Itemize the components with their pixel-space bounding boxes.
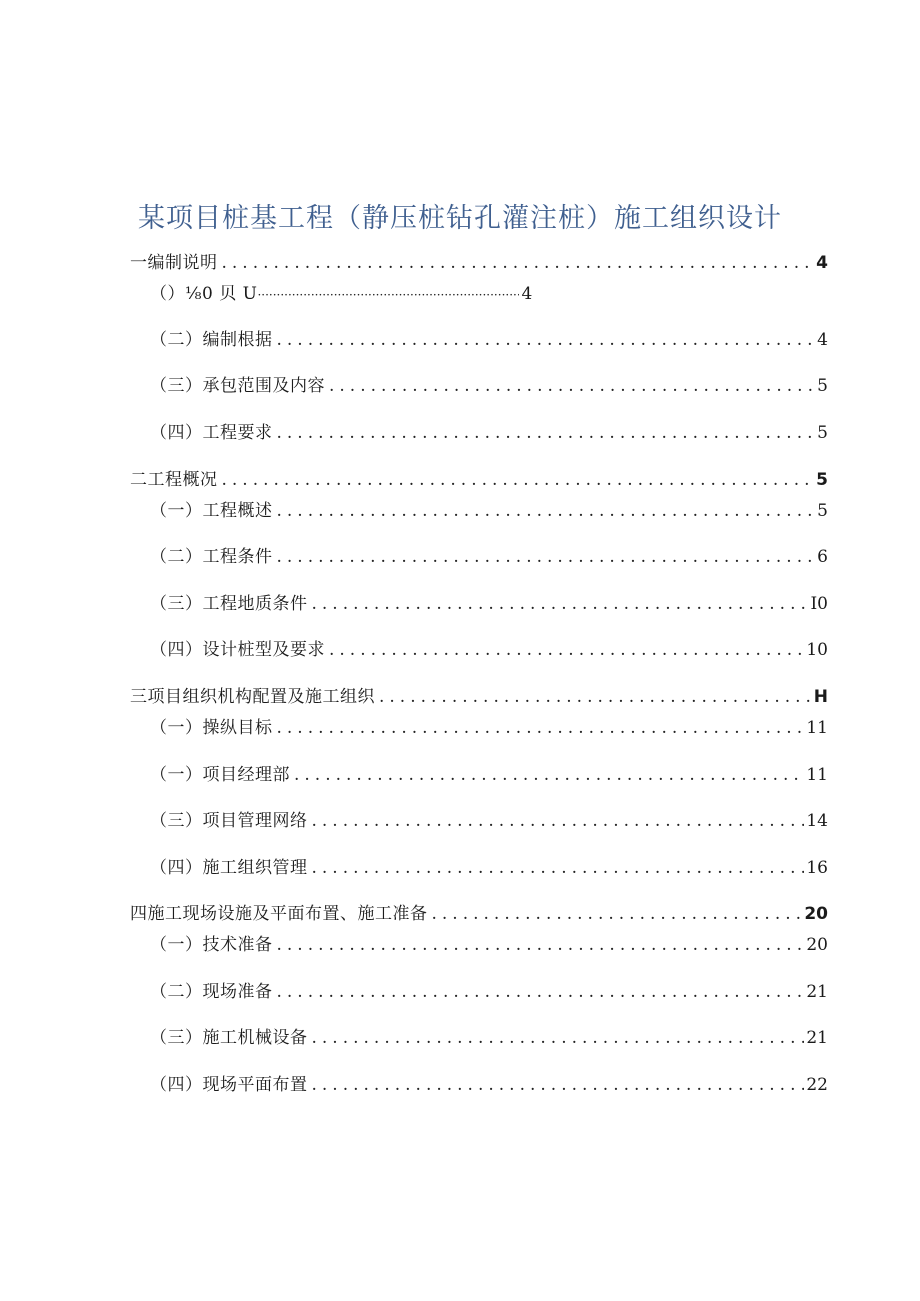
- toc-section[interactable]: [150, 498, 828, 524]
- toc-chapter[interactable]: [130, 250, 828, 276]
- toc-leader: [308, 855, 805, 881]
- toc-page-number: 5: [816, 470, 828, 490]
- toc-leader: [257, 282, 519, 308]
- toc-label: （四）工程要求: [150, 423, 273, 443]
- toc-page-number: 4: [521, 284, 533, 304]
- toc-section[interactable]: [150, 327, 828, 353]
- toc-section[interactable]: [150, 591, 828, 617]
- toc-page-number: 4: [816, 253, 828, 273]
- toc-section[interactable]: [150, 932, 828, 958]
- toc-leader: [273, 498, 816, 524]
- toc-label: （三）项目管理网络: [150, 811, 308, 831]
- toc-page-number: H: [813, 687, 828, 707]
- toc-leader: [218, 250, 815, 276]
- toc-label: 一编制说明: [130, 253, 218, 273]
- toc-label: （三）工程地质条件: [150, 594, 308, 614]
- toc-section[interactable]: [150, 637, 828, 663]
- toc-label: （一）工程概述: [150, 501, 273, 521]
- toc-leader: [325, 373, 815, 399]
- toc-leader: [308, 591, 809, 617]
- toc-leader: [273, 715, 805, 741]
- toc-section[interactable]: [150, 715, 828, 741]
- toc-page-number: 16: [806, 858, 828, 878]
- toc-page-number: 6: [817, 547, 828, 567]
- toc-label: （四）施工组织管理: [150, 858, 308, 878]
- toc-leader: [308, 808, 805, 834]
- toc-section[interactable]: [150, 855, 828, 881]
- toc-section[interactable]: [150, 544, 828, 570]
- toc-section[interactable]: [150, 979, 828, 1005]
- toc-leader: [273, 544, 816, 570]
- toc-section[interactable]: [150, 373, 828, 399]
- toc-label: （一）技术准备: [150, 935, 273, 955]
- toc-page-number: 20: [804, 904, 828, 924]
- toc-page-number: 5: [817, 501, 828, 521]
- toc-leader: [290, 762, 804, 788]
- toc-label: （二）编制根据: [150, 330, 273, 350]
- toc-label: （四）现场平面布置: [150, 1075, 308, 1095]
- toc-page-number: 5: [817, 376, 828, 396]
- toc-label: 二工程概况: [130, 470, 218, 490]
- toc-page-number: 14: [806, 811, 828, 831]
- toc-page-number: 4: [817, 330, 828, 350]
- toc-page-number: 11: [806, 718, 828, 738]
- toc-section[interactable]: [150, 808, 828, 834]
- toc-page-number: 5: [817, 423, 828, 443]
- toc-page-number: 11: [806, 765, 828, 785]
- toc-leader: [308, 1025, 805, 1051]
- toc-chapter[interactable]: [130, 467, 828, 493]
- toc-label: （一）操纵目标: [150, 718, 273, 738]
- toc-section[interactable]: [150, 1025, 828, 1051]
- toc-label: （二）现场准备: [150, 982, 273, 1002]
- toc-page-number: 20: [806, 935, 828, 955]
- toc-section[interactable]: [150, 1072, 828, 1098]
- toc-label: （三）承包范围及内容: [150, 376, 325, 396]
- toc-label: （二）工程条件: [150, 547, 273, 567]
- toc-leader: [273, 979, 805, 1005]
- toc-section[interactable]: [150, 281, 570, 307]
- toc-page-number: 21: [806, 982, 828, 1002]
- toc-leader: [428, 901, 803, 927]
- document-title: 某项目桩基工程（静压桩钻孔灌注桩）施工组织设计: [138, 203, 782, 234]
- toc-label: （三）施工机械设备: [150, 1028, 308, 1048]
- toc-leader: [325, 637, 804, 663]
- toc-label: （一）项目经理部: [150, 765, 290, 785]
- toc-leader: [218, 467, 815, 493]
- toc-chapter[interactable]: [130, 901, 828, 927]
- toc-page-number: 10: [806, 640, 828, 660]
- toc-page-number: 22: [806, 1075, 828, 1095]
- toc-section[interactable]: [150, 762, 828, 788]
- toc-page-number: 21: [806, 1028, 828, 1048]
- toc-label: 三项目组织机构配置及施工组织: [130, 687, 375, 707]
- toc-leader: [273, 932, 805, 958]
- toc-leader: [375, 684, 812, 710]
- toc-chapter[interactable]: [130, 684, 828, 710]
- toc-leader: [308, 1072, 805, 1098]
- toc-label: 四施工现场设施及平面布置、施工准备: [130, 904, 428, 924]
- toc-section[interactable]: [150, 420, 828, 446]
- toc-leader: [273, 327, 816, 353]
- toc-label: （）⅛0 贝 U: [150, 284, 258, 304]
- toc-leader: [273, 420, 816, 446]
- toc-label: （四）设计桩型及要求: [150, 640, 325, 660]
- toc-page-number: I0: [810, 594, 828, 614]
